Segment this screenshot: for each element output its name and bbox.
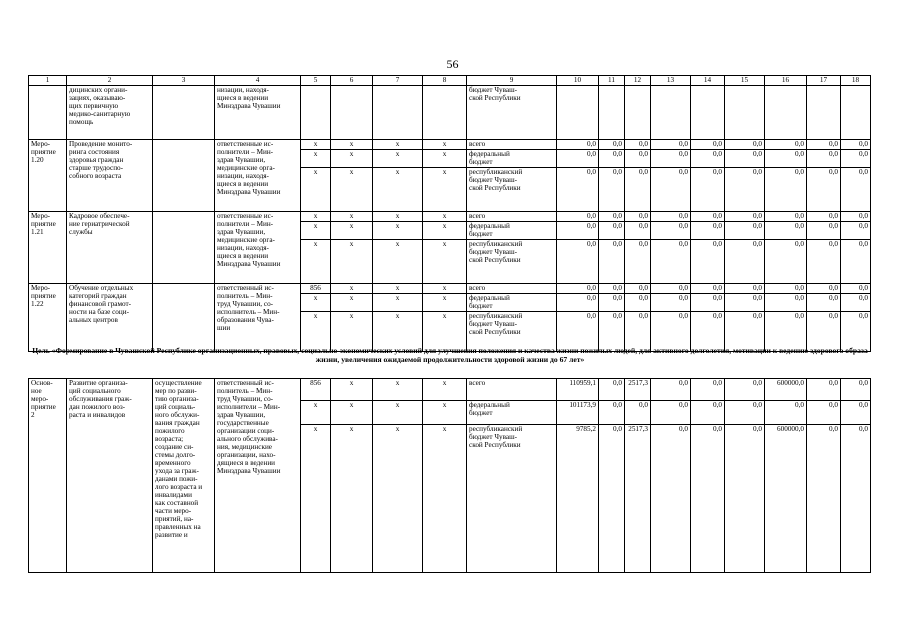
cell-value: 0,0 xyxy=(625,150,651,168)
cell-value: 600000,0 xyxy=(765,379,807,401)
cell-value: 0,0 xyxy=(841,140,871,150)
cell-value: 0,0 xyxy=(691,379,725,401)
cell-value: 0,0 xyxy=(651,140,691,150)
cell-value: 0,0 xyxy=(807,425,841,573)
cell-c6: x xyxy=(331,212,373,222)
cell-source: всего xyxy=(467,284,557,294)
column-number: 1 xyxy=(29,76,67,86)
goal-heading: Цель «Формирование в Чувашской Республике организационных, правовых, социально-экономических условий для улучшения положения и качества жизни пожилых людей, для активного долголетия, мотивации к ведению здорового образа жизни, увеличения ожидаемой продолжительности здоровой жизни до 67 лет» xyxy=(32,346,868,364)
cell-c8: x xyxy=(423,284,467,294)
table-row xyxy=(29,379,871,401)
cell-value: 0,0 xyxy=(651,284,691,294)
cell-value: 0,0 xyxy=(691,168,725,212)
cell-value: 101173,9 xyxy=(557,401,599,425)
cell-c1: Меро- приятие 1.20 xyxy=(29,140,67,212)
cell-c3 xyxy=(153,140,215,212)
cell-value: 0,0 xyxy=(599,294,625,312)
cell-value: 0,0 xyxy=(765,140,807,150)
cell-value xyxy=(691,86,725,140)
cell-c4: низации, находя- щиеся в ведении Минздрава Чувашии xyxy=(215,86,301,140)
cell-c7: x xyxy=(373,222,423,240)
cell-c8: x xyxy=(423,312,467,352)
cell-value: 0,0 xyxy=(651,240,691,284)
cell-value: 0,0 xyxy=(651,312,691,352)
cell-c6: x xyxy=(331,222,373,240)
cell-c8 xyxy=(423,86,467,140)
cell-value: 0,0 xyxy=(625,168,651,212)
table-row xyxy=(29,284,871,294)
column-number: 6 xyxy=(331,76,373,86)
header-row xyxy=(29,76,871,86)
cell-c8: x xyxy=(423,168,467,212)
cell-value: 0,0 xyxy=(841,284,871,294)
cell-c7: x xyxy=(373,140,423,150)
column-number: 7 xyxy=(373,76,423,86)
cell-value: 0,0 xyxy=(691,212,725,222)
cell-value: 0,0 xyxy=(841,150,871,168)
cell-value: 600000,0 xyxy=(765,425,807,573)
cell-value: 0,0 xyxy=(841,425,871,573)
budget-table-top xyxy=(28,75,871,352)
cell-value: 0,0 xyxy=(725,294,765,312)
column-number: 5 xyxy=(301,76,331,86)
cell-value: 0,0 xyxy=(625,294,651,312)
cell-c7: x xyxy=(373,150,423,168)
column-number: 17 xyxy=(807,76,841,86)
cell-c6: x xyxy=(331,168,373,212)
cell-value: 0,0 xyxy=(807,222,841,240)
cell-value: 0,0 xyxy=(725,379,765,401)
cell-c3 xyxy=(153,212,215,284)
cell-value: 0,0 xyxy=(725,425,765,573)
column-number: 10 xyxy=(557,76,599,86)
cell-value: 0,0 xyxy=(651,425,691,573)
cell-value: 0,0 xyxy=(651,401,691,425)
cell-value: 0,0 xyxy=(691,140,725,150)
cell-c5: 856 xyxy=(301,379,331,401)
cell-c5: x xyxy=(301,240,331,284)
cell-value: 0,0 xyxy=(599,425,625,573)
cell-c2: Развитие организа- ций социального обслуживания граж- дан пожилого воз- раста и инвалидов xyxy=(67,379,153,573)
cell-c5: x xyxy=(301,294,331,312)
cell-value: 0,0 xyxy=(557,212,599,222)
cell-value xyxy=(625,86,651,140)
cell-value: 0,0 xyxy=(691,312,725,352)
cell-c1: Основ- ное меро- приятие 2 xyxy=(29,379,67,573)
cell-c8: x xyxy=(423,379,467,401)
cell-value: 0,0 xyxy=(599,212,625,222)
cell-c6: x xyxy=(331,312,373,352)
cell-source: федеральный бюджет xyxy=(467,294,557,312)
cell-c7: x xyxy=(373,401,423,425)
cell-value: 0,0 xyxy=(807,150,841,168)
cell-value: 0,0 xyxy=(725,312,765,352)
cell-value: 0,0 xyxy=(691,294,725,312)
column-number: 8 xyxy=(423,76,467,86)
cell-value: 0,0 xyxy=(725,212,765,222)
cell-value: 0,0 xyxy=(807,284,841,294)
cell-value: 0,0 xyxy=(599,284,625,294)
cell-value: 0,0 xyxy=(651,222,691,240)
cell-c6: x xyxy=(331,401,373,425)
cell-value: 0,0 xyxy=(651,168,691,212)
cell-value xyxy=(651,86,691,140)
column-number: 14 xyxy=(691,76,725,86)
cell-source: республиканский бюджет Чуваш- ской Республики xyxy=(467,168,557,212)
cell-c5 xyxy=(301,86,331,140)
cell-c6: x xyxy=(331,294,373,312)
cell-source: всего xyxy=(467,212,557,222)
cell-value xyxy=(765,86,807,140)
cell-value xyxy=(599,86,625,140)
cell-value: 0,0 xyxy=(599,168,625,212)
cell-c5: x xyxy=(301,212,331,222)
cell-value: 0,0 xyxy=(765,168,807,212)
cell-c7: x xyxy=(373,379,423,401)
cell-value: 0,0 xyxy=(765,401,807,425)
cell-source: бюджет Чуваш- ской Республики xyxy=(467,86,557,140)
column-number: 18 xyxy=(841,76,871,86)
cell-value: 0,0 xyxy=(841,379,871,401)
cell-value: 0,0 xyxy=(625,312,651,352)
cell-c7: x xyxy=(373,240,423,284)
cell-value: 0,0 xyxy=(625,284,651,294)
cell-value: 0,0 xyxy=(557,222,599,240)
cell-value xyxy=(807,86,841,140)
cell-value xyxy=(557,86,599,140)
cell-c7: x xyxy=(373,284,423,294)
cell-c3 xyxy=(153,86,215,140)
cell-c5: x xyxy=(301,425,331,573)
cell-c1: Меро- приятие 1.21 xyxy=(29,212,67,284)
cell-value: 0,0 xyxy=(725,222,765,240)
cell-c4: ответственные ис- полнители – Мин- здрав Чувашии, медицинские орга- низации, находя- щиеся в ведении Минздрава Чувашии xyxy=(215,140,301,212)
cell-value: 0,0 xyxy=(599,222,625,240)
column-number: 15 xyxy=(725,76,765,86)
table-row xyxy=(29,86,871,140)
cell-value: 0,0 xyxy=(725,150,765,168)
column-number: 16 xyxy=(765,76,807,86)
cell-value: 0,0 xyxy=(625,240,651,284)
cell-c8: x xyxy=(423,240,467,284)
cell-value: 0,0 xyxy=(725,240,765,284)
cell-source: всего xyxy=(467,379,557,401)
cell-value: 0,0 xyxy=(557,140,599,150)
cell-value: 0,0 xyxy=(625,401,651,425)
cell-value: 0,0 xyxy=(807,240,841,284)
cell-c1 xyxy=(29,86,67,140)
cell-value: 0,0 xyxy=(625,222,651,240)
cell-c5: 856 xyxy=(301,284,331,294)
cell-value: 0,0 xyxy=(765,222,807,240)
cell-value: 0,0 xyxy=(765,294,807,312)
cell-c8: x xyxy=(423,222,467,240)
cell-value: 0,0 xyxy=(599,401,625,425)
cell-value: 0,0 xyxy=(807,140,841,150)
cell-value: 0,0 xyxy=(841,294,871,312)
column-number: 12 xyxy=(625,76,651,86)
cell-c6: x xyxy=(331,425,373,573)
cell-value: 0,0 xyxy=(765,312,807,352)
cell-value: 0,0 xyxy=(841,222,871,240)
cell-c2: Проведение монито- ринга состояния здоровья граждан старше трудоспо- собного возраста xyxy=(67,140,153,212)
cell-value: 0,0 xyxy=(557,240,599,284)
cell-value: 0,0 xyxy=(651,212,691,222)
cell-c1: Меро- приятие 1.22 xyxy=(29,284,67,352)
cell-value: 0,0 xyxy=(765,212,807,222)
cell-source: республиканский бюджет Чуваш- ской Республики xyxy=(467,425,557,573)
page-number: 56 xyxy=(446,57,459,71)
table-row xyxy=(29,212,871,222)
cell-c5: x xyxy=(301,150,331,168)
cell-c6: x xyxy=(331,150,373,168)
cell-c5: x xyxy=(301,401,331,425)
cell-value: 0,0 xyxy=(841,240,871,284)
cell-value: 0,0 xyxy=(651,379,691,401)
cell-value: 0,0 xyxy=(807,294,841,312)
cell-c7: x xyxy=(373,168,423,212)
cell-value: 0,0 xyxy=(625,212,651,222)
cell-value: 0,0 xyxy=(691,222,725,240)
cell-c6: x xyxy=(331,284,373,294)
cell-value: 0,0 xyxy=(557,294,599,312)
cell-source: республиканский бюджет Чуваш- ской Республики xyxy=(467,312,557,352)
cell-c2: Кадровое обеспече- ние гериатрической службы xyxy=(67,212,153,284)
cell-c2: дицинских органи- зациях, оказываю- щих первичную медико-санитарную помощь xyxy=(67,86,153,140)
cell-c4: ответственный ис- полнитель – Мин- труд Чувашии, со- исполнители – Мин- здрав Чувашии, государственные организации соци- ального обслужива- ния, медицинские организации, нахо- дящиеся в ведении Минздрава Чувашии xyxy=(215,379,301,573)
cell-value: 0,0 xyxy=(691,240,725,284)
cell-c6: x xyxy=(331,240,373,284)
cell-c5: x xyxy=(301,168,331,212)
cell-value: 2517,3 xyxy=(625,379,651,401)
cell-c8: x xyxy=(423,212,467,222)
cell-value: 0,0 xyxy=(807,212,841,222)
cell-c6: x xyxy=(331,379,373,401)
cell-value: 0,0 xyxy=(599,379,625,401)
cell-c8: x xyxy=(423,140,467,150)
cell-value: 0,0 xyxy=(765,150,807,168)
cell-c3 xyxy=(153,284,215,352)
cell-value: 0,0 xyxy=(599,140,625,150)
cell-source: республиканский бюджет Чуваш- ской Республики xyxy=(467,240,557,284)
cell-value: 0,0 xyxy=(841,212,871,222)
cell-value: 0,0 xyxy=(725,140,765,150)
cell-c4: ответственный ис- полнитель – Мин- труд Чувашии, со- исполнитель – Мин- образования Чува- шии xyxy=(215,284,301,352)
cell-value xyxy=(725,86,765,140)
cell-value: 0,0 xyxy=(599,312,625,352)
table-row xyxy=(29,140,871,150)
cell-c7: x xyxy=(373,425,423,573)
cell-c5: x xyxy=(301,222,331,240)
cell-c6: x xyxy=(331,140,373,150)
cell-c6 xyxy=(331,86,373,140)
column-number: 3 xyxy=(153,76,215,86)
cell-value: 0,0 xyxy=(557,312,599,352)
cell-value: 0,0 xyxy=(691,150,725,168)
cell-value: 110959,1 xyxy=(557,379,599,401)
cell-value: 0,0 xyxy=(599,150,625,168)
cell-source: федеральный бюджет xyxy=(467,150,557,168)
cell-c7: x xyxy=(373,212,423,222)
cell-value: 0,0 xyxy=(807,379,841,401)
budget-table-bottom xyxy=(28,378,871,573)
cell-value: 0,0 xyxy=(557,284,599,294)
cell-c7 xyxy=(373,86,423,140)
cell-c8: x xyxy=(423,401,467,425)
cell-value: 0,0 xyxy=(841,168,871,212)
cell-value: 2517,3 xyxy=(625,425,651,573)
cell-value: 0,0 xyxy=(557,168,599,212)
cell-value: 0,0 xyxy=(557,150,599,168)
cell-value: 0,0 xyxy=(765,240,807,284)
cell-c7: x xyxy=(373,312,423,352)
cell-c4: ответственные ис- полнители – Мин- здрав Чувашии, медицинские орга- низации, находя- щиеся в ведении Минздрава Чувашии xyxy=(215,212,301,284)
cell-value: 9785,2 xyxy=(557,425,599,573)
cell-c3: осуществление мер по разви- тию организа- ций социаль- ного обслужи- вания граждан пожилого возраста; создание си- стемы долго- временного ухода за граж- данами пожи- лого возраста и инвалидами как составной части меро- приятий, на- правленных на развитие и xyxy=(153,379,215,573)
cell-source: федеральный бюджет xyxy=(467,222,557,240)
cell-c5: x xyxy=(301,140,331,150)
cell-value: 0,0 xyxy=(725,401,765,425)
cell-value: 0,0 xyxy=(599,240,625,284)
cell-value: 0,0 xyxy=(625,140,651,150)
column-number: 4 xyxy=(215,76,301,86)
cell-value: 0,0 xyxy=(807,312,841,352)
cell-value: 0,0 xyxy=(807,401,841,425)
column-number: 9 xyxy=(467,76,557,86)
cell-source: всего xyxy=(467,140,557,150)
cell-c2: Обучение отдельных категорий граждан финансовой грамот- ности на базе соци- альных центров xyxy=(67,284,153,352)
cell-value: 0,0 xyxy=(841,312,871,352)
cell-value: 0,0 xyxy=(691,401,725,425)
cell-value: 0,0 xyxy=(691,284,725,294)
cell-value: 0,0 xyxy=(765,284,807,294)
cell-value: 0,0 xyxy=(841,401,871,425)
column-number: 2 xyxy=(67,76,153,86)
column-number: 13 xyxy=(651,76,691,86)
cell-value: 0,0 xyxy=(725,168,765,212)
column-number: 11 xyxy=(599,76,625,86)
cell-value xyxy=(841,86,871,140)
cell-value: 0,0 xyxy=(807,168,841,212)
cell-value: 0,0 xyxy=(651,150,691,168)
cell-value: 0,0 xyxy=(725,284,765,294)
cell-source: федеральный бюджет xyxy=(467,401,557,425)
cell-value: 0,0 xyxy=(651,294,691,312)
cell-c7: x xyxy=(373,294,423,312)
cell-c5: x xyxy=(301,312,331,352)
cell-c8: x xyxy=(423,425,467,573)
cell-value: 0,0 xyxy=(691,425,725,573)
cell-c8: x xyxy=(423,294,467,312)
cell-c8: x xyxy=(423,150,467,168)
